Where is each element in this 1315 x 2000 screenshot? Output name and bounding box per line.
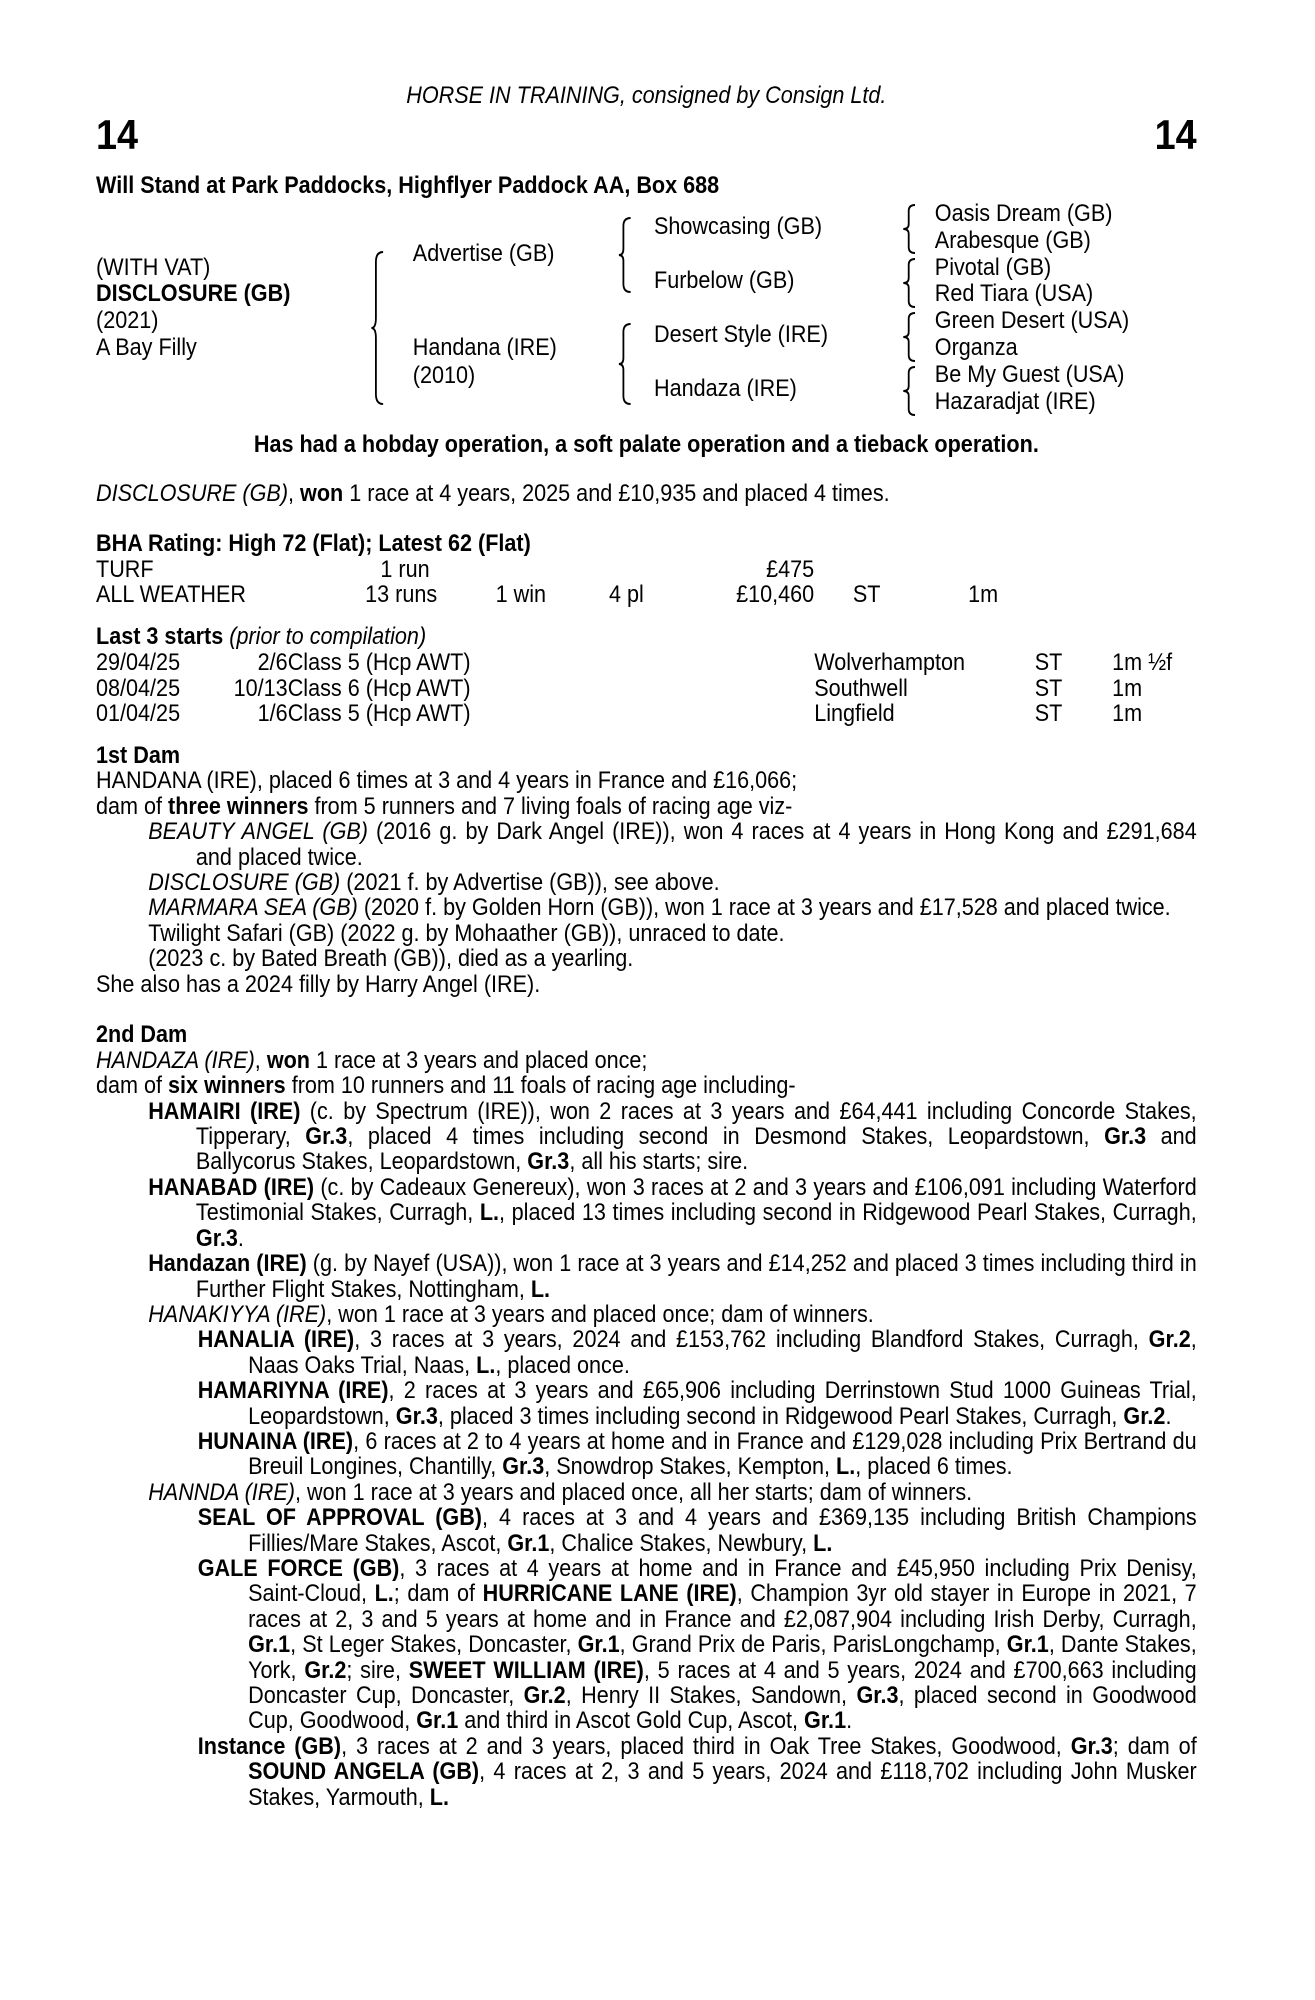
text-segment: , placed 3 times including second in Ridgewood Pearl Stakes, Curragh, [437, 1402, 1124, 1430]
text-segment: , St Leger Stakes, Doncaster, [290, 1631, 578, 1659]
start-pos: 10/13 [233, 674, 288, 702]
text-segment: , Naas Oaks Trial, Naas, [248, 1326, 1197, 1379]
text-segment: (c. by Cadeaux Genereux), won 3 races at 2 and 3 years and £106,091 including Waterford Testimonial Stakes, Curragh, [195, 1173, 1197, 1227]
text-segment: , placed second in Goodwood Cup, Goodwood, [248, 1682, 1197, 1735]
dam-year: (2010) [412, 362, 476, 389]
text-segment: L. [476, 1351, 496, 1379]
text-segment: dam of [96, 1072, 169, 1100]
text-segment: , placed 13 times including second in Ridgewood Pearl Stakes, Curragh, [499, 1199, 1197, 1227]
text-segment: Gr.3 [1070, 1732, 1113, 1760]
text-segment: , 4 races at 2, 3 and 5 years, 2024 and £118,702 including John Musker Stakes, Yarmouth, [248, 1758, 1197, 1811]
text-segment: , Grand Prix de Paris, ParisLongchamp, [619, 1631, 1007, 1659]
aw-prize: £10,460 [736, 581, 815, 608]
start-pos: 1/6 [257, 700, 288, 727]
text-segment: HAMARIYNA (IRE) [197, 1377, 389, 1405]
text-segment: (g. by Nayef (USA)), won 1 race at 3 years and £14,252 and placed 3 times including third in Further Flight Stakes, Nottingham, [195, 1250, 1197, 1303]
pedigree-entry [96, 921, 1197, 946]
second-dam-heading: 2nd Dam [96, 1021, 188, 1049]
text-segment: . [237, 1224, 244, 1252]
text-segment: L. [813, 1529, 833, 1557]
text-segment: , placed once. [495, 1351, 630, 1379]
text-segment: , won 1 race at 3 years and placed once; dam of winners. [326, 1300, 874, 1328]
text-segment: HANAKIYYA (IRE) [148, 1300, 327, 1328]
text-segment: , Snowdrop Stakes, Kempton, [544, 1453, 837, 1481]
pedigree-entry [96, 870, 1197, 895]
text-segment: BEAUTY ANGEL (GB) [148, 818, 368, 846]
pedigree-brace-icon [371, 250, 385, 406]
text-segment: ; dam of [393, 1580, 483, 1608]
text-segment: Gr.1 [248, 1631, 291, 1659]
pedigree-entry [96, 1505, 1197, 1556]
text-segment: L. [530, 1275, 551, 1303]
text-segment: L. [429, 1783, 449, 1811]
sire: Advertise (GB) [412, 240, 555, 267]
ancestor: Green Desert (USA) [934, 307, 1130, 334]
bha-rating: BHA Rating: High 72 (Flat); Latest 62 (Flat) [96, 530, 531, 557]
dam-brace-icon [618, 322, 632, 406]
text-segment: SEAL OF APPROVAL (GB) [197, 1504, 483, 1532]
sire-brace-icon [618, 216, 632, 294]
pedigree-entry [96, 1175, 1197, 1251]
text-segment: Gr.3 [1104, 1123, 1147, 1151]
text-segment: Gr.1 [416, 1707, 459, 1735]
brace-icon [902, 311, 916, 363]
text-segment: HANDANA (IRE), placed 6 times at 3 and 4 years in France and £16,066; [96, 767, 798, 795]
start-distance: 1m [1112, 700, 1143, 727]
ancestor: Pivotal (GB) [934, 254, 1052, 281]
text-segment: , all his starts; sire. [569, 1148, 749, 1176]
text-segment: HANDAZA (IRE) [96, 1046, 255, 1074]
start-pos: 2/6 [257, 649, 288, 676]
dam-section [96, 743, 1197, 1810]
text-segment: L. [836, 1453, 856, 1481]
text-segment: (2023 c. by Bated Breath (GB)), died as a yearling. [148, 945, 634, 973]
text-segment: , Henry II Stakes, Sandown, [565, 1682, 857, 1710]
text-segment: 1 race at 3 years and placed once; [310, 1046, 648, 1074]
text-segment: L. [479, 1199, 500, 1227]
aw-runs: 13 runs [365, 581, 438, 608]
pedigree-entry [96, 895, 1197, 920]
text-segment: . [1165, 1402, 1172, 1430]
text-segment: , placed 6 times. [855, 1453, 1013, 1481]
text-segment: , 3 races at 3 years, 2024 and £153,762 including Blandford Stakes, Curragh, [354, 1326, 1149, 1354]
start-class: Class 6 (Hcp AWT) [287, 674, 471, 702]
first-dam-heading: 1st Dam [96, 742, 181, 769]
catalogue-page [96, 0, 1197, 2000]
text-segment: Gr.3 [502, 1453, 545, 1481]
pedigree-entry [96, 1556, 1197, 1734]
text-segment: won [300, 480, 344, 507]
text-segment: , [288, 480, 301, 507]
ancestor: Be My Guest (USA) [934, 361, 1125, 388]
dam-dam: Handaza (IRE) [654, 375, 797, 402]
aw-label: ALL WEATHER [96, 581, 247, 608]
last-starts-subtitle: (prior to compilation) [229, 623, 427, 650]
text-segment: Gr.3 [527, 1148, 570, 1176]
text-segment: , 5 races at 4 and 5 years, 2024 and £700,663 including Doncaster Cup, Doncaster, [248, 1656, 1197, 1710]
text-segment: HAMAIRI (IRE) [148, 1097, 301, 1125]
sire-sire: Showcasing (GB) [654, 213, 823, 240]
pedigree-entry [96, 1099, 1197, 1175]
text-segment: MARMARA SEA (GB) [148, 894, 358, 922]
text-segment: Gr.3 [856, 1682, 899, 1710]
pedigree-entry [96, 946, 1197, 971]
aw-surface: ST [852, 581, 881, 608]
lot-number-left: 14 [96, 111, 139, 158]
text-segment: Gr.2 [1148, 1326, 1191, 1354]
ancestor: Hazaradjat (IRE) [934, 388, 1096, 415]
start-distance: 1m ½f [1112, 649, 1173, 676]
start-venue: Wolverhampton [814, 649, 966, 676]
text-segment: from 5 runners and 7 living foals of racing age viz- [308, 792, 793, 820]
text-segment: (2021 f. by Advertise (GB)), see above. [340, 869, 720, 897]
race-summary [96, 481, 890, 507]
text-segment: , [254, 1046, 267, 1074]
text-segment: won [266, 1046, 311, 1074]
start-class: Class 5 (Hcp AWT) [287, 700, 471, 727]
last-starts-title: Last 3 starts [96, 623, 224, 650]
pedigree-entry [96, 794, 1197, 819]
text-segment: HUNAINA (IRE) [197, 1427, 354, 1455]
pedigree-entry [96, 1734, 1197, 1810]
text-segment: SOUND ANGELA (GB) [248, 1758, 480, 1786]
text-segment: dam of [96, 792, 169, 820]
horse-name: DISCLOSURE (GB) [96, 280, 291, 307]
text-segment: , 6 races at 2 to 4 years at home and in France and £129,028 including Prix Bertrand du Breuil Longines, Chantilly, [248, 1427, 1197, 1481]
text-segment: Gr.3 [305, 1123, 348, 1151]
horse-description: A Bay Filly [96, 334, 197, 361]
text-segment: Gr.1 [577, 1631, 620, 1659]
brace-icon [902, 257, 916, 309]
pedigree-entry [96, 1302, 1197, 1327]
start-surface: ST [1034, 674, 1063, 702]
text-segment: (c. by Spectrum (IRE)), won 2 races at 3 years and £64,441 including Concorde Stakes, Tipperary, [195, 1097, 1197, 1151]
text-segment: , 3 races at 2 and 3 years, placed third in Oak Tree Stakes, Goodwood, [341, 1732, 1071, 1760]
brace-icon [902, 203, 916, 255]
ancestor: Red Tiara (USA) [934, 280, 1094, 307]
start-surface: ST [1034, 649, 1063, 676]
pedigree-entry [96, 972, 1197, 997]
text-segment: Twilight Safari (GB) (2022 g. by Mohaather (GB)), unraced to date. [148, 919, 785, 947]
text-segment: HURRICANE LANE (IRE) [482, 1580, 737, 1608]
text-segment: Instance (GB) [197, 1732, 342, 1760]
text-segment: Gr.1 [1006, 1631, 1049, 1659]
text-segment: (2016 g. by Dark Angel (IRE)), won 4 races at 4 years in Hong Kong and £291,684 and placed twice. [195, 818, 1197, 871]
turf-runs: 1 run [380, 556, 430, 583]
brace-icon [902, 365, 916, 417]
dam: Handana (IRE) [412, 334, 557, 361]
dam-sire: Desert Style (IRE) [654, 321, 829, 348]
text-segment: Gr.2 [1123, 1402, 1166, 1430]
start-venue: Southwell [814, 674, 908, 702]
pedigree-entry [96, 1251, 1197, 1302]
text-segment: HANABAD (IRE) [148, 1173, 315, 1201]
start-distance: 1m [1112, 674, 1143, 702]
text-segment: six winners [168, 1072, 286, 1100]
text-segment: 1 race at 4 years, 2025 and £10,935 and placed 4 times. [343, 480, 890, 507]
text-segment: DISCLOSURE (GB) [96, 480, 289, 507]
text-segment: ; dam of [1112, 1732, 1197, 1760]
last-starts-heading [96, 624, 426, 650]
text-segment: GALE FORCE (GB) [197, 1554, 400, 1582]
aw-distance: 1m [968, 581, 999, 608]
start-class: Class 5 (Hcp AWT) [287, 649, 471, 676]
pedigree-entry [96, 1480, 1197, 1505]
text-segment: and third in Ascot Gold Cup, Ascot, [458, 1707, 805, 1735]
pedigree-entry [96, 1073, 1197, 1098]
text-segment: Gr.2 [523, 1682, 566, 1710]
text-segment: Gr.2 [304, 1656, 347, 1684]
text-segment: , Dante Stakes, York, [248, 1631, 1197, 1684]
text-segment: Gr.3 [395, 1402, 438, 1430]
start-date: 01/04/25 [96, 700, 181, 727]
pedigree-entry [96, 819, 1197, 870]
text-segment: three winners [168, 792, 309, 820]
ancestor: Oasis Dream (GB) [934, 200, 1113, 227]
text-segment: Gr.1 [804, 1707, 847, 1735]
text-segment: , placed 4 times including second in Desmond Stakes, Leopardstown, [347, 1123, 1105, 1151]
pedigree-entry [96, 1378, 1197, 1429]
text-segment: Gr.3 [195, 1224, 238, 1252]
start-surface: ST [1034, 700, 1063, 727]
pedigree-entry [96, 1327, 1197, 1378]
text-segment: , Chalice Stakes, Newbury, [549, 1529, 814, 1557]
text-segment: HANNDA (IRE) [148, 1478, 296, 1506]
text-segment: , 2 races at 3 years and £65,906 including Derrinstown Stud 1000 Guineas Trial, Leopardstown, [248, 1377, 1197, 1430]
pedigree-entry [96, 1429, 1197, 1480]
text-segment: , Champion 3yr old stayer in Europe in 2021, 7 races at 2, 3 and 5 years at home and in France and £2,087,904 including Irish Derby, Curragh, [248, 1580, 1197, 1633]
text-segment: SWEET WILLIAM (IRE) [408, 1656, 644, 1684]
vat-label: (WITH VAT) [96, 254, 211, 281]
turf-prize: £475 [766, 556, 815, 583]
text-segment: ; sire, [346, 1656, 409, 1684]
text-segment: , 4 races at 3 and 4 years and £369,135 including British Champions Fillies/Mare Stakes, Ascot, [248, 1504, 1197, 1557]
text-segment: L. [374, 1580, 394, 1608]
start-date: 29/04/25 [96, 649, 181, 676]
start-date: 08/04/25 [96, 674, 181, 702]
operation-notice: Has had a hobday operation, a soft palate operation and a tieback operation. [253, 431, 1039, 458]
aw-placed: 4 pl [609, 581, 644, 608]
consignment-line: HORSE IN TRAINING, consigned by Consign Ltd. [406, 82, 887, 109]
text-segment: She also has a 2024 filly by Harry Angel (IRE). [96, 970, 541, 998]
text-segment: , 3 races at 4 years at home and in France and £45,950 including Prix Denisy, Saint-Cloud, [248, 1554, 1197, 1608]
start-venue: Lingfield [814, 700, 895, 727]
pedigree-entry [96, 768, 1197, 793]
horse-year: (2021) [96, 307, 159, 334]
text-segment: from 10 runners and 11 foals of racing age including- [285, 1072, 796, 1100]
sire-dam: Furbelow (GB) [654, 267, 795, 294]
ancestor: Arabesque (GB) [934, 227, 1091, 254]
turf-label: TURF [96, 556, 154, 583]
text-segment: Handazan (IRE) [148, 1250, 307, 1278]
aw-wins: 1 win [495, 581, 547, 608]
stand-location: Will Stand at Park Paddocks, Highflyer Paddock AA, Box 688 [96, 172, 720, 199]
lot-number-right: 14 [1154, 111, 1197, 158]
text-segment: HANALIA (IRE) [197, 1326, 355, 1354]
text-segment: Gr.1 [507, 1529, 550, 1557]
text-segment: . [846, 1707, 853, 1735]
ancestor: Organza [934, 334, 1018, 361]
text-segment: (2020 f. by Golden Horn (GB)), won 1 race at 3 years and £17,528 and placed twice. [357, 894, 1171, 922]
text-segment: and Ballycorus Stakes, Leopardstown, [195, 1123, 1197, 1176]
text-segment: , won 1 race at 3 years and placed once, all her starts; dam of winners. [295, 1478, 973, 1506]
text-segment: DISCLOSURE (GB) [148, 869, 341, 897]
pedigree-entry [96, 1048, 1197, 1073]
